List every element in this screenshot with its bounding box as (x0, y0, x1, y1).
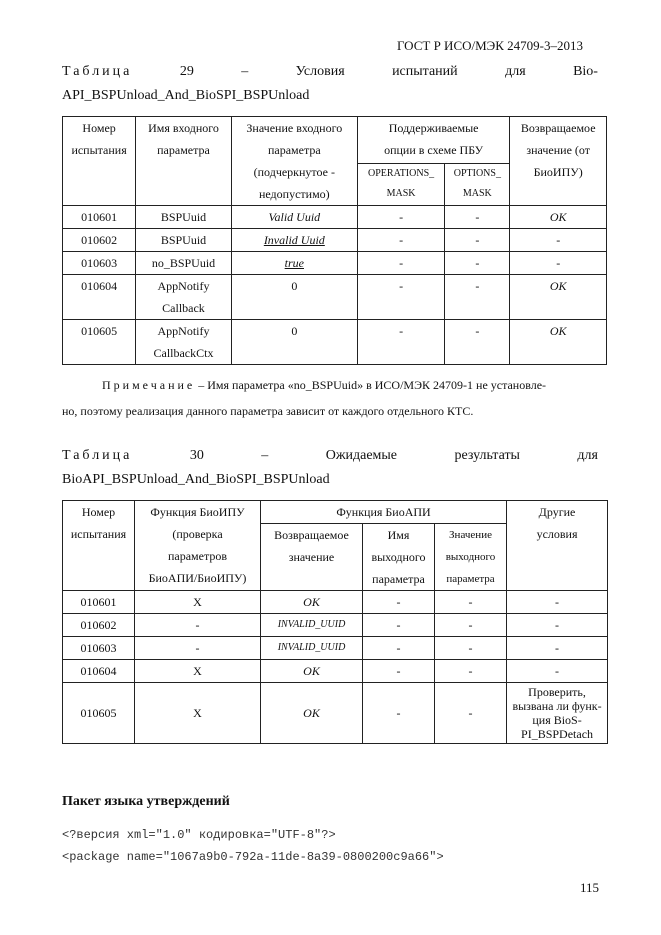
caption-word-1: Ожидаемые (325, 448, 398, 463)
table-row: 010605 AppNotify CallbackCtx 0 - - OK (63, 320, 607, 365)
table-row: 010605 X OK - - Проверить, вызвана ли функ- ция BioS- PI_BSPDetach (63, 683, 608, 744)
table29 (62, 116, 607, 365)
header-param: Имя входного параметра (136, 117, 232, 206)
caption-word: Таблица (62, 64, 133, 79)
table-row: 010601 BSPUuid Valid Uuid - - OK (63, 206, 607, 229)
table-row: 010601 X OK - - - (63, 591, 608, 614)
note-text-2: но, поэтому реализация данного параметра зависит от каждого отдельного КТС. (62, 404, 474, 418)
header-ops-mask: OPERATIONS_ MASK (357, 163, 444, 205)
header-bioipu: Функция БиоИПУ (проверка параметров БиоАПИ/БиоИПУ) (135, 501, 261, 591)
code-line-1: <?версия xml="1.0" кодировка="UTF-8"?> (62, 828, 336, 842)
caption-word-2: испытаний (392, 64, 458, 79)
caption-word-3: для (505, 64, 526, 79)
code-line-2: <package name="1067a9b0-792a-11de-8a39-0800200c9a66"> (62, 850, 444, 864)
header-bioapi: Функция БиоАПИ (261, 501, 507, 524)
section-title: Пакет языка утверждений (62, 794, 230, 809)
header-other: Другие условия (507, 501, 608, 591)
note-label: Примечание (102, 378, 196, 392)
table30-header-row (63, 501, 608, 524)
header-value: Значение входного параметра (подчеркнутое - недопустимо) (231, 117, 357, 206)
table29-note (62, 372, 598, 424)
caption-line-2: BioAPI_BSPUnload_And_BioSPI_BSPUnload (62, 472, 330, 487)
caption-number: 29 (179, 64, 194, 79)
header-options-mask: OPTIONS_ MASK (445, 163, 510, 205)
table30-caption (62, 448, 598, 488)
table-row: 010604 AppNotify Callback 0 - - OK (63, 275, 607, 320)
header-returned: Возвращаемое значение (261, 524, 363, 591)
other-conditions-cell: Проверить, вызвана ли функ- ция BioS- PI_BSPDetach (507, 683, 608, 744)
header-number: Номер испытания (63, 117, 136, 206)
caption-word: Таблица (62, 448, 133, 463)
table-row: 010603 - INVALID_UUID - - - (63, 637, 608, 660)
caption-word-4: Bio- (573, 64, 598, 79)
table29-caption (62, 64, 598, 104)
header-number: Номер испытания (63, 501, 135, 591)
header-outvalue: Значение выходного параметра (435, 524, 507, 591)
header-returned: Возвращаемое значение (от БиоИПУ) (510, 117, 607, 206)
caption-dash: – (241, 64, 249, 79)
table-row: 010603 no_BSPUuid true - - - (63, 252, 607, 275)
page-number: 115 (579, 880, 599, 895)
note-text-1: – Имя параметра «no_BSPUuid» в ИСО/МЭК 24709-1 не установле- (195, 378, 547, 392)
caption-line-2: API_BSPUnload_And_BioSPI_BSPUnload (62, 88, 310, 103)
caption-word-2: результаты (454, 448, 520, 463)
header-outname: Имя выходного параметра (363, 524, 435, 591)
page-header: ГОСТ Р ИСО/МЭК 24709-3–2013 (396, 38, 583, 53)
caption-number: 30 (189, 448, 204, 463)
table-row: 010602 BSPUuid Invalid Uuid - - - (63, 229, 607, 252)
header-supported: Поддерживаемые опции в схеме ПБУ (357, 117, 510, 164)
caption-dash: – (261, 448, 269, 463)
table-row: 010602 - INVALID_UUID - - - (63, 614, 608, 637)
table29-header-row (63, 117, 607, 164)
table30 (62, 500, 608, 744)
caption-word-3: для (577, 448, 598, 463)
table-row: 010604 X OK - - - (63, 660, 608, 683)
caption-word-1: Условия (295, 64, 345, 79)
